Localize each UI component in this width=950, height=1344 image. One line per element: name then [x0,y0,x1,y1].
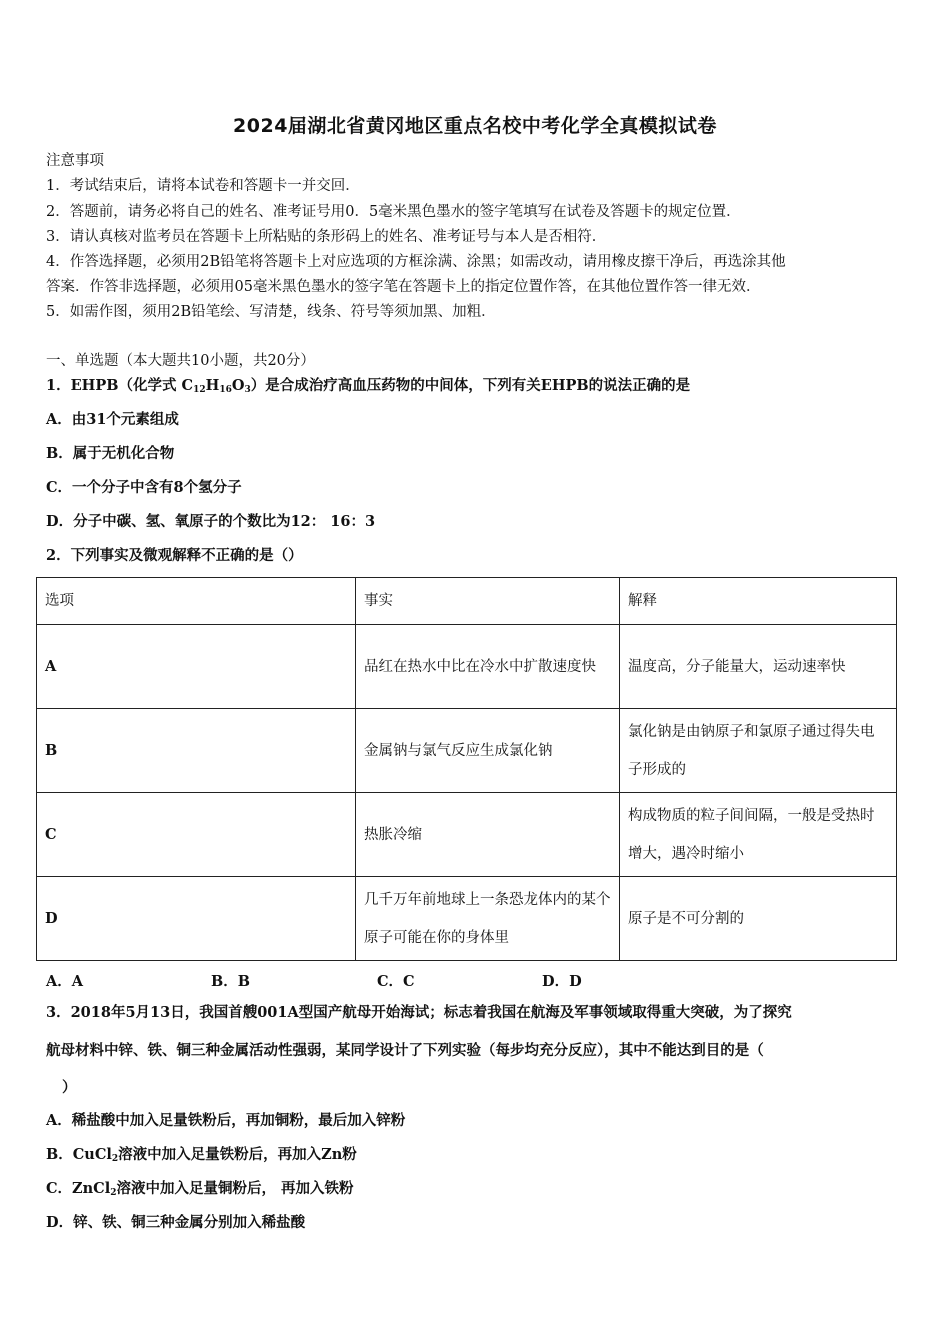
answer-option-a: A．A [46,973,84,990]
table-cell-fact: 热胀冷缩 [356,793,620,877]
question-1-option-c: C．一个分子中含有8个氢分子 [46,479,242,496]
table-cell-option: A [37,625,356,709]
question-3-option-d: D．锌、铁、铜三种金属分别加入稀盐酸 [46,1214,306,1231]
notice-item: 2．答题前，请务必将自己的姓名、准考证号用0．5毫米黑色墨水的签字笔填写在试卷及答题卡的规定位置． [46,204,741,220]
table-cell-fact: 品红在热水中比在冷水中扩散速度快 [356,625,620,709]
section-heading: 一、单选题（本大题共10小题，共20分） [46,353,315,369]
table-cell-option: D [37,877,356,961]
table-row [37,625,897,709]
answer-option-c: C．C [377,973,415,990]
table-header-fact: 事实 [356,578,620,625]
question-3-stem-line2: 航母材料中锌、铁、铜三种金属活动性强弱，某同学设计了下列实验（每步均充分反应），其中不能达到目的是（ [46,1042,764,1059]
notice-heading: 注意事项 [46,153,104,169]
notice-item: 4．作答选择题，必须用2B铅笔将答题卡上对应选项的方框涂满、涂黑；如需改动，请用橡皮擦干净后，再选涂其他 [46,254,786,270]
table-row [37,877,897,961]
question-1-option-b: B．属于无机化合物 [46,445,175,462]
table-cell-option: B [37,709,356,793]
table-row [37,793,897,877]
answer-option-b: B．B [211,973,251,990]
table-cell-explanation: 构成物质的粒子间间隔，一般是受热时增大，遇冷时缩小 [620,793,897,877]
table-cell-explanation: 原子是不可分割的 [620,877,897,961]
table-cell-fact: 金属钠与氯气反应生成氯化钠 [356,709,620,793]
question-3-option-c: C．ZnCl$_2$溶液中加入足量铜粉后， 再加入铁粉 [46,1180,354,1198]
table-cell-option: C [37,793,356,877]
table-header-row [37,578,897,625]
notice-item: 5．如需作图，须用2B铅笔绘、写清楚，线条、符号等须加黑、加粗． [46,304,496,320]
notice-item: 3．请认真核对监考员在答题卡上所粘贴的条形码上的姓名、准考证号与本人是否相符． [46,229,607,245]
question-3-option-b: B．CuCl$_2$溶液中加入足量铁粉后，再加入Zn粉 [46,1146,357,1164]
table-cell-explanation: 氯化钠是由钠原子和氯原子通过得失电子形成的 [620,709,897,793]
question-1-option-a: A．由31个元素组成 [46,411,179,428]
table-header-explanation: 解释 [620,578,897,625]
question-2-stem: 2．下列事实及微观解释不正确的是（） [46,547,303,564]
page-title: 2024届湖北省黄冈地区重点名校中考化学全真模拟试卷 [233,115,717,137]
table-row [37,709,897,793]
table-cell-fact: 几千万年前地球上一条恐龙体内的某个原子可能在你的身体里 [356,877,620,961]
answer-option-d: D．D [542,973,582,990]
question-3-option-a: A．稀盐酸中加入足量铁粉后，再加铜粉，最后加入锌粉 [46,1112,406,1129]
table-cell-explanation: 温度高，分子能量大，运动速率快 [620,625,897,709]
notice-item: 答案．作答非选择题，必须用05毫米黑色墨水的签字笔在答题卡上的指定位置作答，在其他位置作答一律无效． [46,279,761,295]
table-header-option: 选项 [37,578,356,625]
question-1-stem: 1．EHPB（化学式 $C_{12}H_{16}O_3$）是合成治疗高血压药物的中间体，下列有关EHPB的说法正确的是 [46,377,691,395]
question-3-stem-line3: ） [62,1079,77,1096]
question-3-stem-line1: 3．2018年5月13日，我国首艘001A型国产航母开始海试；标志着我国在航海及军事领域取得重大突破，为了探究 [46,1004,792,1021]
notice-item: 1．考试结束后，请将本试卷和答题卡一并交回． [46,178,360,194]
question-1-option-d: D．分子中碳、氢、氧原子的个数比为12： 16：3 [46,513,376,530]
question-2-table [36,577,897,961]
